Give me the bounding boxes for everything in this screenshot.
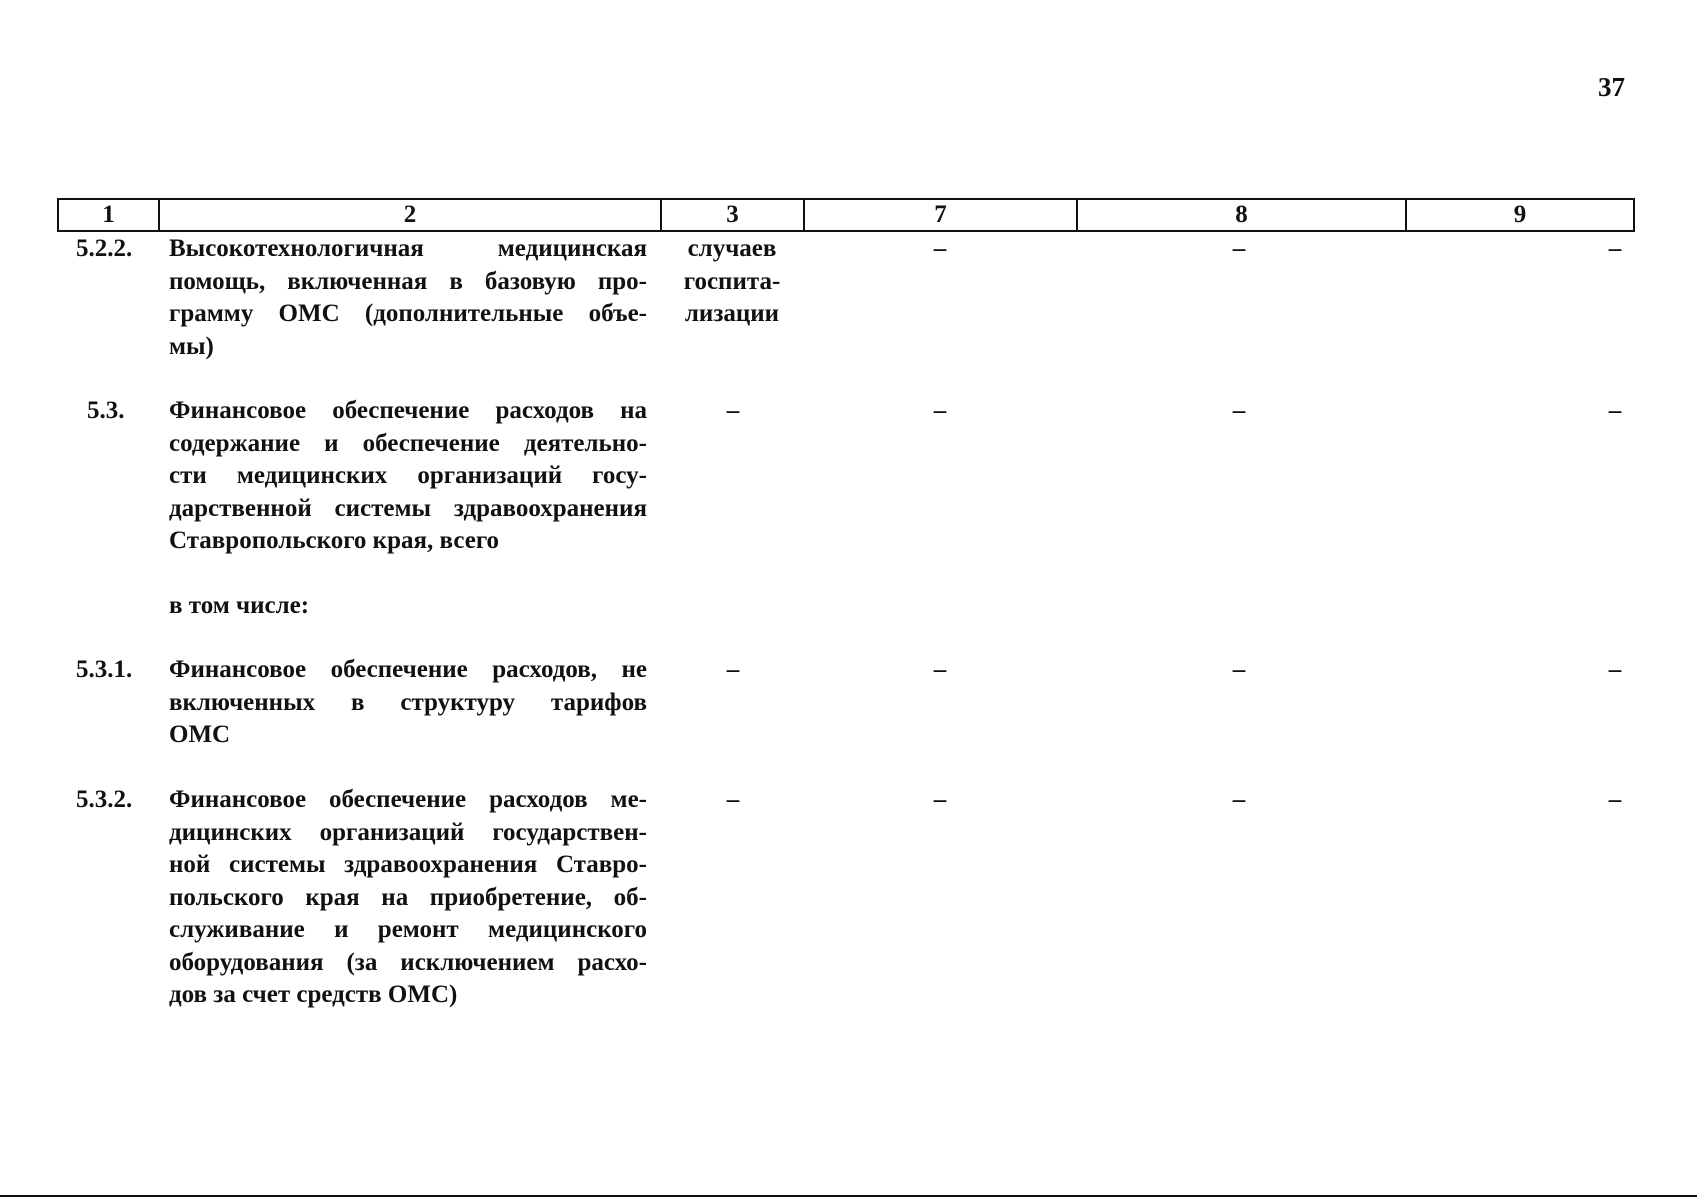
- row-number: 5.2.2.: [76, 235, 133, 262]
- description-line: служивание и ремонт медицинского: [169, 916, 647, 943]
- row-description: [169, 784, 647, 1012]
- description-line: ной системы здравоохранения Ставро-: [169, 851, 647, 878]
- subheading-including: в том числе:: [169, 592, 310, 619]
- cell-col3: –: [726, 656, 740, 683]
- cell-col7: –: [933, 397, 947, 424]
- page-bottom-rule: [0, 1195, 1697, 1197]
- header-col-3: 3: [662, 200, 805, 230]
- row-description: [169, 233, 647, 363]
- header-col-1: 1: [59, 200, 160, 230]
- cell-col9: –: [1608, 235, 1622, 262]
- description-line: содержание и обеспечение деятельно-: [169, 429, 647, 457]
- description-line: оборудования (за исключением расхо-: [169, 948, 647, 976]
- cell-col7: –: [933, 235, 947, 262]
- row-number: 5.3.2.: [76, 786, 133, 813]
- cell-col8: –: [1232, 656, 1246, 683]
- page-number: 37: [1598, 72, 1625, 102]
- row-number: 5.3.: [87, 397, 125, 424]
- cell-col3: –: [726, 397, 740, 424]
- description-line: мы): [169, 332, 214, 360]
- description-line: сти медицинских организаций госу-: [169, 462, 647, 489]
- description-line: дицинских организаций государствен-: [169, 818, 647, 846]
- row-unit: [672, 233, 792, 331]
- description-line: дарственной системы здравоохранения: [169, 494, 647, 522]
- row-number: 5.3.1.: [76, 656, 133, 683]
- cell-col8: –: [1232, 786, 1246, 813]
- cell-col8: –: [1232, 235, 1246, 262]
- row-description: [169, 654, 647, 752]
- unit-line: госпита-: [683, 267, 781, 295]
- header-col-7: 7: [805, 200, 1078, 230]
- description-line: помощь, включенная в базовую про-: [169, 267, 647, 295]
- cell-col9: –: [1608, 656, 1622, 683]
- header-col-9: 9: [1513, 201, 1527, 228]
- unit-line: случаев: [687, 235, 777, 262]
- description-line: польского края на приобретение, об-: [169, 883, 647, 911]
- cell-col9: –: [1608, 397, 1622, 424]
- table-header-row: [57, 198, 1635, 232]
- unit-line: лизации: [684, 300, 780, 327]
- description-line: Высокотехнологичная медицинская: [169, 235, 647, 262]
- description-line: включенных в структуру тарифов: [169, 688, 647, 716]
- cell-col7: –: [933, 786, 947, 813]
- description-line: Финансовое обеспечение расходов, не: [169, 656, 647, 683]
- cell-col8: –: [1232, 397, 1246, 424]
- row-description: [169, 395, 647, 558]
- description-line: Финансовое обеспечение расходов на: [169, 397, 647, 424]
- description-line: Ставропольского края, всего: [169, 527, 500, 554]
- cell-col3: –: [726, 786, 740, 813]
- description-line: Финансовое обеспечение расходов ме-: [169, 786, 647, 813]
- description-line: дов за счет средств ОМС): [169, 981, 458, 1008]
- cell-col9: –: [1608, 786, 1622, 813]
- description-line: ОМС: [169, 721, 231, 748]
- header-col-2: 2: [160, 200, 662, 230]
- header-col-8: 8: [1078, 200, 1407, 230]
- cell-col7: –: [933, 656, 947, 683]
- description-line: грамму ОМС (дополнительные объе-: [169, 300, 647, 327]
